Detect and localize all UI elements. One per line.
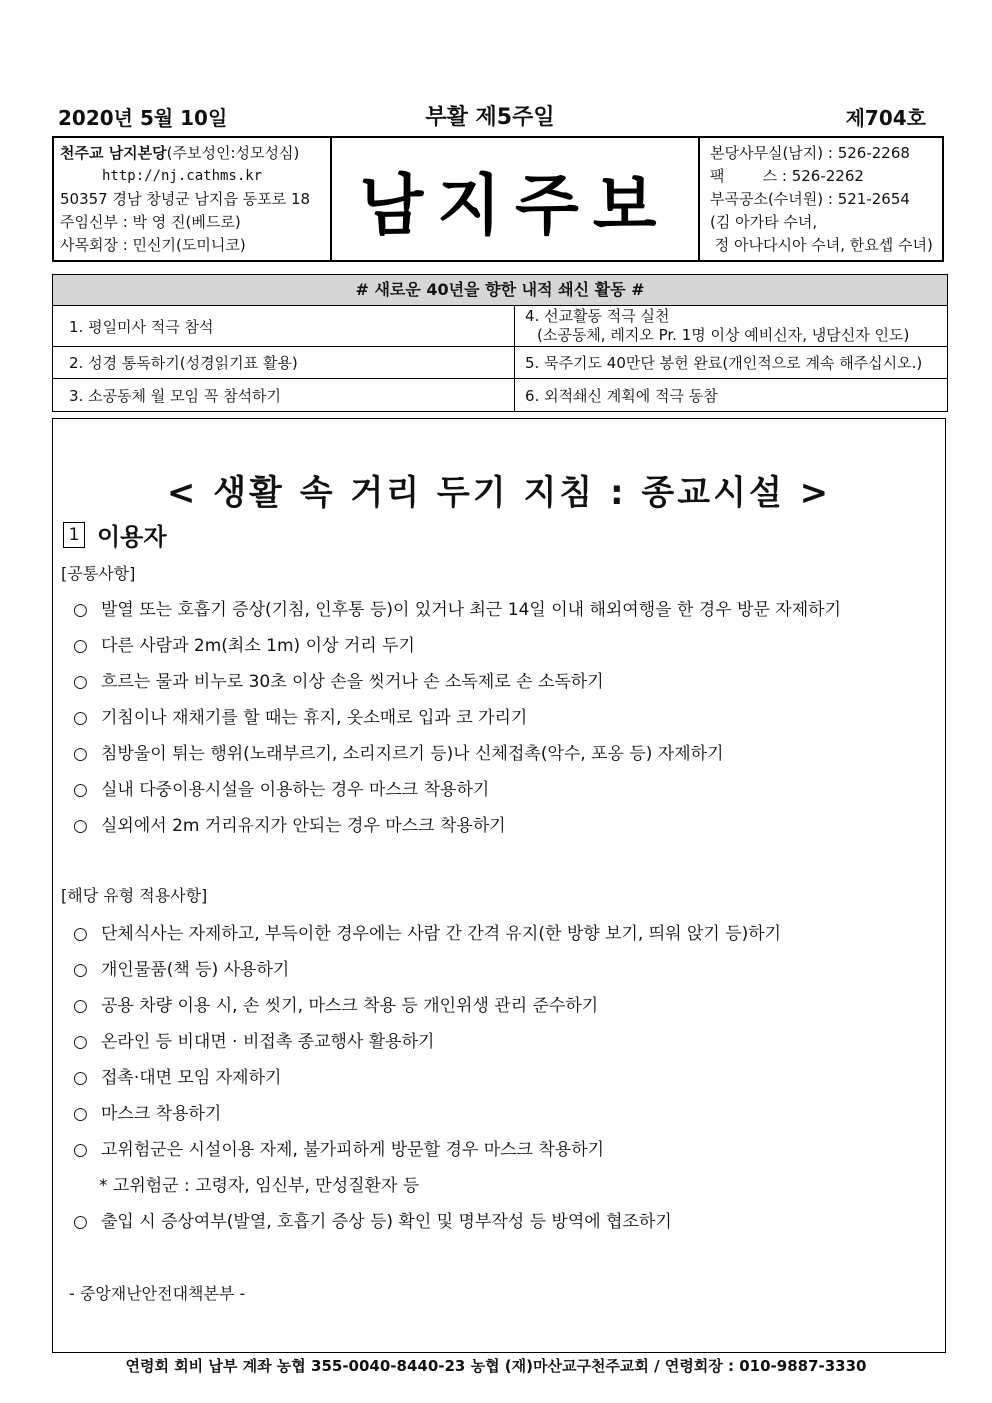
office-phone: 본당사무실(남지) : 526-2268 — [710, 144, 910, 162]
list-item-text: 고위험군은 시설이용 자제, 불가피하게 방문할 경우 마스크 착용하기 — [101, 1140, 605, 1160]
bullet-icon: ○ — [73, 1068, 88, 1088]
issue-header — [54, 100, 926, 132]
list-item-text: 온라인 등 비대면 · 비접촉 종교행사 활용하기 — [101, 1032, 435, 1052]
parish-info — [54, 138, 332, 260]
list-item-text: 단체식사는 자제하고, 부득이한 경우에는 사람 간 간격 유지(한 방향 보기, 띄워 앉기 등)하기 — [101, 924, 782, 944]
parish-patron: (주보성인:성모성심) — [166, 144, 300, 162]
parish-name-row — [60, 142, 330, 165]
issue-date: 2020년 5월 10일 — [58, 106, 228, 130]
bulletin-title: 남지주보 — [332, 138, 700, 260]
list-item-text: 기침이나 재채기를 할 때는 휴지, 옷소매로 입과 코 가리기 — [101, 708, 528, 728]
list-item-text: 실내 다중이용시설을 이용하는 경우 마스크 착용하기 — [101, 780, 490, 800]
bullet-icon: ○ — [73, 1032, 88, 1052]
renewal-item-4-title: 4. 선교활동 적극 실천 — [525, 307, 670, 325]
common-heading: [공통사항] — [61, 564, 136, 583]
list-item — [73, 919, 781, 944]
list-item-text: 개인물품(책 등) 사용하기 — [101, 960, 290, 980]
renewal-item-3: 3. 소공동체 월 모임 꼭 참석하기 — [69, 386, 282, 405]
list-item-text: 다른 사람과 2m(최소 1m) 이상 거리 두기 — [101, 636, 415, 656]
article-source: - 중앙재난안전대책본부 - — [69, 1284, 246, 1303]
renewal-grid — [53, 306, 947, 411]
footer-account-info: 연령회 회비 납부 계좌 농협 355-0040-8440-23 농협 (재)마산교구천주교회 / 연령회장 : 010-9887-3330 — [125, 1357, 867, 1375]
bullet-icon: ○ — [73, 816, 88, 836]
list-item-text: 발열 또는 호흡기 증상(기침, 인후통 등)이 있거나 최근 14일 이내 해외여행을 한 경우 방문 자제하기 — [101, 600, 841, 620]
list-item — [73, 991, 598, 1016]
section-title: 이용자 — [97, 523, 167, 551]
bullet-icon: ○ — [73, 1212, 88, 1232]
list-item — [73, 1099, 221, 1124]
high-risk-note: * 고위험군 : 고령자, 임신부, 만성질환자 등 — [99, 1176, 420, 1196]
bullet-icon: ○ — [73, 996, 88, 1016]
convent-phone: 부곡공소(수녀원) : 521-2654 — [710, 190, 910, 208]
list-item — [73, 955, 289, 980]
issue-number: 제704호 — [845, 106, 926, 130]
list-item — [73, 1027, 434, 1052]
parish-url[interactable]: http://nj.cathms.kr — [102, 168, 263, 184]
list-item-text: 출입 시 증상여부(발열, 호흡기 증상 등) 확인 및 명부작성 등 방역에 협조하기 — [101, 1212, 672, 1232]
section-number: 1 — [63, 522, 85, 548]
article-title: < 생활 속 거리 두기 지침 : 종교시설 > — [166, 473, 832, 513]
bullet-icon: ○ — [73, 924, 88, 944]
fax-number: 팩 스 : 526-2262 — [710, 167, 864, 185]
list-item — [73, 1063, 281, 1088]
list-item-text: 접촉·대면 모임 자제하기 — [101, 1068, 282, 1088]
section-heading — [63, 517, 167, 552]
bullet-icon: ○ — [73, 960, 88, 980]
list-item-text: 공용 차량 이용 시, 손 씻기, 마스크 착용 등 개인위생 관리 준수하기 — [101, 996, 599, 1016]
renewal-item-6: 6. 외적쇄신 계획에 적극 동참 — [525, 386, 718, 405]
council-head: 사목회장 : 민신기(도미니코) — [60, 236, 246, 254]
list-item — [73, 667, 604, 692]
list-item — [73, 775, 489, 800]
renewal-item-4-detail: (소공동체, 레지오 Pr. 1명 이상 예비신자, 냉담신자 인도) — [537, 326, 910, 344]
bullet-icon: ○ — [73, 672, 88, 692]
list-item-text: 침방울이 튀는 행위(노래부르기, 소리지르기 등)나 신체접촉(악수, 포옹 등) 자제하기 — [101, 744, 724, 764]
list-item-text: 실외에서 2m 거리유지가 안되는 경우 마스크 착용하기 — [101, 816, 506, 836]
list-item — [73, 595, 841, 620]
renewal-item-1: 1. 평일미사 적극 참석 — [69, 317, 214, 336]
list-item — [73, 739, 724, 764]
parish-address: 50357 경남 창녕군 남지읍 동포로 18 — [60, 190, 311, 208]
renewal-activities-table — [52, 274, 948, 412]
bullet-icon: ○ — [73, 708, 88, 728]
bullet-icon: ○ — [73, 1140, 88, 1160]
list-item — [73, 1135, 604, 1160]
list-item-text: 흐르는 물과 비누로 30초 이상 손을 씻거나 손 소독제로 손 소독하기 — [101, 672, 604, 692]
renewal-item-4 — [515, 306, 947, 346]
type-heading: [해당 유형 적용사항] — [61, 886, 208, 905]
renewal-item-5: 5. 묵주기도 40만단 봉헌 완료(개인적으로 계속 해주십시오.) — [525, 354, 923, 372]
renewal-heading: # 새로운 40년을 향한 내적 쇄신 활동 # — [53, 275, 947, 306]
masthead — [52, 136, 944, 262]
distancing-guidelines-article — [52, 418, 946, 1353]
bullet-icon: ○ — [73, 1104, 88, 1124]
list-item — [73, 703, 527, 728]
liturgical-week: 부활 제5주일 — [425, 105, 555, 130]
bullet-icon: ○ — [73, 780, 88, 800]
bullet-icon: ○ — [73, 636, 88, 656]
sisters-line-2: 정 아나다시아 수녀, 한요셉 수녀) — [710, 236, 933, 254]
list-item — [73, 811, 506, 836]
list-item — [73, 631, 415, 656]
bullet-icon: ○ — [73, 744, 88, 764]
renewal-item-2: 2. 성경 통독하기(성경읽기표 활용) — [69, 354, 298, 372]
list-item — [73, 1207, 672, 1232]
parish-name: 천주교 남지본당 — [60, 144, 167, 162]
list-item-text: 마스크 착용하기 — [101, 1104, 222, 1124]
pastor: 주임신부 : 박 영 진(베드로) — [60, 213, 241, 231]
sisters-line-1: (김 아가타 수녀, — [710, 213, 818, 231]
contact-info — [700, 138, 944, 260]
bullet-icon: ○ — [73, 600, 88, 620]
